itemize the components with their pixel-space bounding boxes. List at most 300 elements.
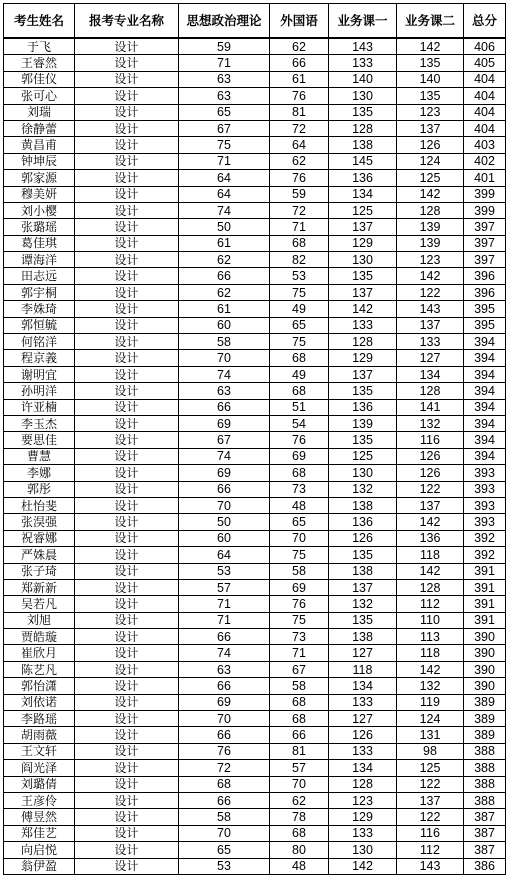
cell-course-two: 142 <box>397 514 464 530</box>
cell-foreign-language: 76 <box>270 88 329 104</box>
cell-foreign-language: 70 <box>270 530 329 546</box>
table-row <box>4 629 506 645</box>
table-row <box>4 235 506 251</box>
cell-major: 设计 <box>75 202 179 218</box>
table-row <box>4 497 506 513</box>
cell-course-two: 140 <box>397 71 464 87</box>
cell-politics: 62 <box>179 284 270 300</box>
cell-total: 393 <box>464 497 506 513</box>
cell-foreign-language: 73 <box>270 629 329 645</box>
cell-foreign-language: 72 <box>270 120 329 136</box>
cell-course-one: 129 <box>329 350 397 366</box>
cell-course-two: 112 <box>397 596 464 612</box>
cell-major: 设计 <box>75 579 179 595</box>
cell-course-two: 137 <box>397 317 464 333</box>
cell-total: 402 <box>464 153 506 169</box>
cell-politics: 66 <box>179 268 270 284</box>
table-row <box>4 71 506 87</box>
cell-foreign-language: 68 <box>270 465 329 481</box>
cell-politics: 58 <box>179 809 270 825</box>
cell-name: 胡雨薇 <box>4 727 75 743</box>
cell-name: 刘小樱 <box>4 202 75 218</box>
cell-name: 郭宇桐 <box>4 284 75 300</box>
cell-total: 397 <box>464 219 506 235</box>
cell-course-one: 129 <box>329 809 397 825</box>
cell-course-two: 126 <box>397 448 464 464</box>
cell-major: 设计 <box>75 334 179 350</box>
cell-major: 设计 <box>75 743 179 759</box>
cell-course-one: 128 <box>329 120 397 136</box>
table-row <box>4 301 506 317</box>
table-row <box>4 137 506 153</box>
cell-politics: 69 <box>179 415 270 431</box>
cell-name: 郑佳艺 <box>4 825 75 841</box>
cell-name: 吴若凡 <box>4 596 75 612</box>
cell-major: 设计 <box>75 776 179 792</box>
cell-politics: 71 <box>179 55 270 71</box>
header-foreign-language: 外国语 <box>270 4 329 39</box>
cell-name: 孙明洋 <box>4 383 75 399</box>
cell-foreign-language: 57 <box>270 760 329 776</box>
cell-foreign-language: 49 <box>270 301 329 317</box>
cell-total: 394 <box>464 432 506 448</box>
cell-major: 设计 <box>75 38 179 55</box>
table-row <box>4 825 506 841</box>
cell-name: 何铭洋 <box>4 334 75 350</box>
cell-name: 祝睿娜 <box>4 530 75 546</box>
cell-course-two: 125 <box>397 760 464 776</box>
cell-politics: 74 <box>179 645 270 661</box>
table-row <box>4 366 506 382</box>
cell-course-one: 138 <box>329 629 397 645</box>
cell-total: 389 <box>464 694 506 710</box>
cell-foreign-language: 62 <box>270 153 329 169</box>
cell-politics: 58 <box>179 334 270 350</box>
table-row <box>4 219 506 235</box>
cell-course-one: 129 <box>329 235 397 251</box>
cell-course-two: 142 <box>397 563 464 579</box>
table-row <box>4 55 506 71</box>
cell-name: 崔欣月 <box>4 645 75 661</box>
cell-total: 404 <box>464 120 506 136</box>
cell-politics: 74 <box>179 366 270 382</box>
cell-politics: 50 <box>179 219 270 235</box>
cell-course-one: 136 <box>329 514 397 530</box>
cell-course-one: 130 <box>329 88 397 104</box>
cell-politics: 66 <box>179 481 270 497</box>
table-row <box>4 842 506 858</box>
cell-major: 设计 <box>75 481 179 497</box>
cell-total: 394 <box>464 383 506 399</box>
cell-major: 设计 <box>75 268 179 284</box>
cell-politics: 59 <box>179 38 270 55</box>
header-major: 报考专业名称 <box>75 4 179 39</box>
cell-course-one: 137 <box>329 284 397 300</box>
cell-politics: 66 <box>179 727 270 743</box>
cell-foreign-language: 75 <box>270 612 329 628</box>
cell-politics: 61 <box>179 301 270 317</box>
cell-name: 李姝琦 <box>4 301 75 317</box>
cell-major: 设计 <box>75 448 179 464</box>
cell-politics: 76 <box>179 743 270 759</box>
cell-course-one: 118 <box>329 661 397 677</box>
cell-course-two: 131 <box>397 727 464 743</box>
cell-major: 设计 <box>75 563 179 579</box>
cell-course-two: 137 <box>397 120 464 136</box>
cell-name: 郭家源 <box>4 170 75 186</box>
cell-politics: 67 <box>179 432 270 448</box>
cell-foreign-language: 68 <box>270 711 329 727</box>
cell-foreign-language: 76 <box>270 170 329 186</box>
cell-total: 387 <box>464 809 506 825</box>
cell-total: 392 <box>464 530 506 546</box>
cell-major: 设计 <box>75 792 179 808</box>
cell-total: 396 <box>464 284 506 300</box>
cell-politics: 70 <box>179 350 270 366</box>
cell-course-two: 124 <box>397 711 464 727</box>
cell-major: 设计 <box>75 530 179 546</box>
cell-total: 403 <box>464 137 506 153</box>
cell-total: 389 <box>464 711 506 727</box>
cell-course-two: 110 <box>397 612 464 628</box>
cell-foreign-language: 48 <box>270 858 329 874</box>
cell-major: 设计 <box>75 760 179 776</box>
cell-course-two: 139 <box>397 219 464 235</box>
cell-politics: 70 <box>179 711 270 727</box>
table-row <box>4 530 506 546</box>
cell-name: 徐静蕾 <box>4 120 75 136</box>
cell-name: 李玉杰 <box>4 415 75 431</box>
header-course-two: 业务课二 <box>397 4 464 39</box>
cell-course-two: 119 <box>397 694 464 710</box>
cell-politics: 64 <box>179 186 270 202</box>
table-row <box>4 120 506 136</box>
header-course-one: 业务课一 <box>329 4 397 39</box>
cell-foreign-language: 66 <box>270 727 329 743</box>
cell-major: 设计 <box>75 858 179 874</box>
cell-major: 设计 <box>75 219 179 235</box>
cell-course-one: 135 <box>329 432 397 448</box>
cell-politics: 53 <box>179 858 270 874</box>
cell-name: 李娜 <box>4 465 75 481</box>
cell-course-one: 137 <box>329 366 397 382</box>
cell-total: 395 <box>464 317 506 333</box>
table-row <box>4 645 506 661</box>
cell-course-one: 136 <box>329 170 397 186</box>
cell-foreign-language: 80 <box>270 842 329 858</box>
cell-major: 设计 <box>75 432 179 448</box>
cell-major: 设计 <box>75 301 179 317</box>
table-row <box>4 202 506 218</box>
cell-name: 许亚楠 <box>4 399 75 415</box>
cell-major: 设计 <box>75 415 179 431</box>
cell-course-two: 122 <box>397 481 464 497</box>
cell-name: 王睿然 <box>4 55 75 71</box>
cell-total: 387 <box>464 842 506 858</box>
cell-major: 设计 <box>75 71 179 87</box>
cell-course-one: 135 <box>329 383 397 399</box>
cell-major: 设计 <box>75 317 179 333</box>
cell-foreign-language: 66 <box>270 55 329 71</box>
cell-course-two: 142 <box>397 38 464 55</box>
cell-major: 设计 <box>75 678 179 694</box>
cell-foreign-language: 75 <box>270 334 329 350</box>
table-row <box>4 711 506 727</box>
cell-politics: 71 <box>179 612 270 628</box>
cell-name: 穆美妍 <box>4 186 75 202</box>
cell-course-one: 130 <box>329 252 397 268</box>
score-table-container <box>3 3 506 875</box>
score-table <box>3 3 506 875</box>
cell-course-one: 128 <box>329 776 397 792</box>
cell-course-two: 122 <box>397 776 464 792</box>
cell-politics: 65 <box>179 104 270 120</box>
cell-name: 田志远 <box>4 268 75 284</box>
cell-foreign-language: 71 <box>270 645 329 661</box>
cell-name: 张可心 <box>4 88 75 104</box>
cell-course-two: 126 <box>397 465 464 481</box>
cell-name: 郭怡潇 <box>4 678 75 694</box>
cell-politics: 66 <box>179 629 270 645</box>
cell-foreign-language: 54 <box>270 415 329 431</box>
cell-foreign-language: 75 <box>270 547 329 563</box>
table-row <box>4 678 506 694</box>
cell-foreign-language: 49 <box>270 366 329 382</box>
cell-foreign-language: 81 <box>270 743 329 759</box>
cell-total: 399 <box>464 186 506 202</box>
cell-major: 设计 <box>75 153 179 169</box>
cell-course-one: 134 <box>329 186 397 202</box>
cell-name: 张子琦 <box>4 563 75 579</box>
cell-foreign-language: 61 <box>270 71 329 87</box>
cell-course-one: 135 <box>329 547 397 563</box>
cell-course-one: 142 <box>329 858 397 874</box>
cell-foreign-language: 73 <box>270 481 329 497</box>
cell-major: 设计 <box>75 55 179 71</box>
cell-name: 严姝晨 <box>4 547 75 563</box>
cell-politics: 69 <box>179 694 270 710</box>
cell-course-two: 134 <box>397 366 464 382</box>
cell-major: 设计 <box>75 596 179 612</box>
cell-course-two: 118 <box>397 547 464 563</box>
cell-major: 设计 <box>75 497 179 513</box>
cell-major: 设计 <box>75 284 179 300</box>
cell-course-two: 125 <box>397 170 464 186</box>
cell-politics: 71 <box>179 596 270 612</box>
cell-course-one: 135 <box>329 104 397 120</box>
cell-foreign-language: 64 <box>270 137 329 153</box>
cell-course-two: 143 <box>397 858 464 874</box>
cell-name: 陈艺凡 <box>4 661 75 677</box>
cell-course-one: 133 <box>329 55 397 71</box>
cell-course-two: 141 <box>397 399 464 415</box>
cell-major: 设计 <box>75 514 179 530</box>
cell-total: 390 <box>464 678 506 694</box>
cell-major: 设计 <box>75 88 179 104</box>
cell-course-one: 132 <box>329 481 397 497</box>
table-row <box>4 514 506 530</box>
cell-foreign-language: 68 <box>270 383 329 399</box>
table-row <box>4 432 506 448</box>
cell-course-two: 137 <box>397 792 464 808</box>
table-row <box>4 760 506 776</box>
cell-name: 王文轩 <box>4 743 75 759</box>
cell-foreign-language: 69 <box>270 448 329 464</box>
table-row <box>4 481 506 497</box>
cell-foreign-language: 68 <box>270 350 329 366</box>
cell-politics: 57 <box>179 579 270 595</box>
cell-major: 设计 <box>75 186 179 202</box>
cell-name: 刘璐倩 <box>4 776 75 792</box>
cell-politics: 71 <box>179 153 270 169</box>
cell-total: 389 <box>464 727 506 743</box>
cell-foreign-language: 81 <box>270 104 329 120</box>
cell-foreign-language: 59 <box>270 186 329 202</box>
cell-course-one: 125 <box>329 202 397 218</box>
cell-total: 394 <box>464 448 506 464</box>
cell-total: 394 <box>464 366 506 382</box>
cell-major: 设计 <box>75 645 179 661</box>
table-row <box>4 350 506 366</box>
cell-foreign-language: 82 <box>270 252 329 268</box>
cell-course-two: 135 <box>397 88 464 104</box>
cell-politics: 70 <box>179 497 270 513</box>
cell-course-one: 145 <box>329 153 397 169</box>
cell-course-one: 126 <box>329 530 397 546</box>
cell-total: 394 <box>464 334 506 350</box>
cell-course-one: 140 <box>329 71 397 87</box>
cell-politics: 69 <box>179 465 270 481</box>
table-row <box>4 88 506 104</box>
cell-course-two: 142 <box>397 186 464 202</box>
cell-course-one: 133 <box>329 825 397 841</box>
table-row <box>4 334 506 350</box>
cell-course-one: 125 <box>329 448 397 464</box>
cell-politics: 64 <box>179 547 270 563</box>
cell-major: 设计 <box>75 235 179 251</box>
cell-major: 设计 <box>75 465 179 481</box>
cell-politics: 66 <box>179 399 270 415</box>
cell-politics: 63 <box>179 383 270 399</box>
cell-total: 390 <box>464 645 506 661</box>
table-row <box>4 596 506 612</box>
header-name: 考生姓名 <box>4 4 75 39</box>
table-row <box>4 170 506 186</box>
cell-course-one: 133 <box>329 694 397 710</box>
cell-total: 404 <box>464 104 506 120</box>
cell-name: 贾皓璇 <box>4 629 75 645</box>
cell-course-two: 139 <box>397 235 464 251</box>
table-row <box>4 252 506 268</box>
header-total: 总分 <box>464 4 506 39</box>
cell-course-one: 127 <box>329 645 397 661</box>
cell-name: 刘依诺 <box>4 694 75 710</box>
cell-foreign-language: 68 <box>270 235 329 251</box>
cell-total: 388 <box>464 743 506 759</box>
cell-course-two: 133 <box>397 334 464 350</box>
cell-politics: 63 <box>179 88 270 104</box>
cell-total: 399 <box>464 202 506 218</box>
table-row <box>4 809 506 825</box>
header-politics: 思想政治理论 <box>179 4 270 39</box>
cell-name: 王彦伶 <box>4 792 75 808</box>
cell-name: 郭佳仪 <box>4 71 75 87</box>
cell-course-one: 137 <box>329 579 397 595</box>
cell-total: 391 <box>464 579 506 595</box>
cell-major: 设计 <box>75 366 179 382</box>
cell-course-two: 98 <box>397 743 464 759</box>
cell-total: 405 <box>464 55 506 71</box>
cell-course-one: 135 <box>329 612 397 628</box>
cell-politics: 60 <box>179 317 270 333</box>
table-row <box>4 661 506 677</box>
cell-total: 387 <box>464 825 506 841</box>
cell-course-two: 142 <box>397 661 464 677</box>
cell-major: 设计 <box>75 612 179 628</box>
table-row <box>4 448 506 464</box>
cell-foreign-language: 72 <box>270 202 329 218</box>
cell-course-one: 137 <box>329 219 397 235</box>
cell-total: 390 <box>464 661 506 677</box>
cell-name: 曹慧 <box>4 448 75 464</box>
cell-course-two: 116 <box>397 432 464 448</box>
cell-course-two: 132 <box>397 678 464 694</box>
cell-major: 设计 <box>75 694 179 710</box>
cell-name: 谢明宜 <box>4 366 75 382</box>
table-row <box>4 563 506 579</box>
cell-foreign-language: 65 <box>270 317 329 333</box>
cell-name: 钟坤辰 <box>4 153 75 169</box>
cell-name: 张淏强 <box>4 514 75 530</box>
cell-total: 394 <box>464 350 506 366</box>
cell-foreign-language: 62 <box>270 38 329 55</box>
cell-major: 设计 <box>75 137 179 153</box>
cell-course-two: 137 <box>397 497 464 513</box>
cell-politics: 50 <box>179 514 270 530</box>
cell-major: 设计 <box>75 170 179 186</box>
cell-name: 要思佳 <box>4 432 75 448</box>
cell-name: 翁伊盈 <box>4 858 75 874</box>
cell-total: 395 <box>464 301 506 317</box>
cell-politics: 64 <box>179 170 270 186</box>
cell-total: 397 <box>464 252 506 268</box>
cell-course-two: 136 <box>397 530 464 546</box>
cell-course-one: 130 <box>329 842 397 858</box>
cell-course-one: 135 <box>329 268 397 284</box>
cell-course-two: 135 <box>397 55 464 71</box>
cell-foreign-language: 58 <box>270 678 329 694</box>
table-row <box>4 317 506 333</box>
cell-foreign-language: 78 <box>270 809 329 825</box>
cell-course-two: 124 <box>397 153 464 169</box>
cell-politics: 74 <box>179 202 270 218</box>
cell-name: 于飞 <box>4 38 75 55</box>
cell-name: 程京義 <box>4 350 75 366</box>
table-row <box>4 776 506 792</box>
cell-course-two: 126 <box>397 137 464 153</box>
cell-politics: 63 <box>179 71 270 87</box>
cell-major: 设计 <box>75 350 179 366</box>
cell-course-one: 128 <box>329 334 397 350</box>
cell-total: 393 <box>464 481 506 497</box>
table-row <box>4 268 506 284</box>
cell-foreign-language: 76 <box>270 432 329 448</box>
cell-total: 390 <box>464 629 506 645</box>
table-row <box>4 186 506 202</box>
cell-major: 设计 <box>75 809 179 825</box>
table-row <box>4 465 506 481</box>
table-row <box>4 284 506 300</box>
